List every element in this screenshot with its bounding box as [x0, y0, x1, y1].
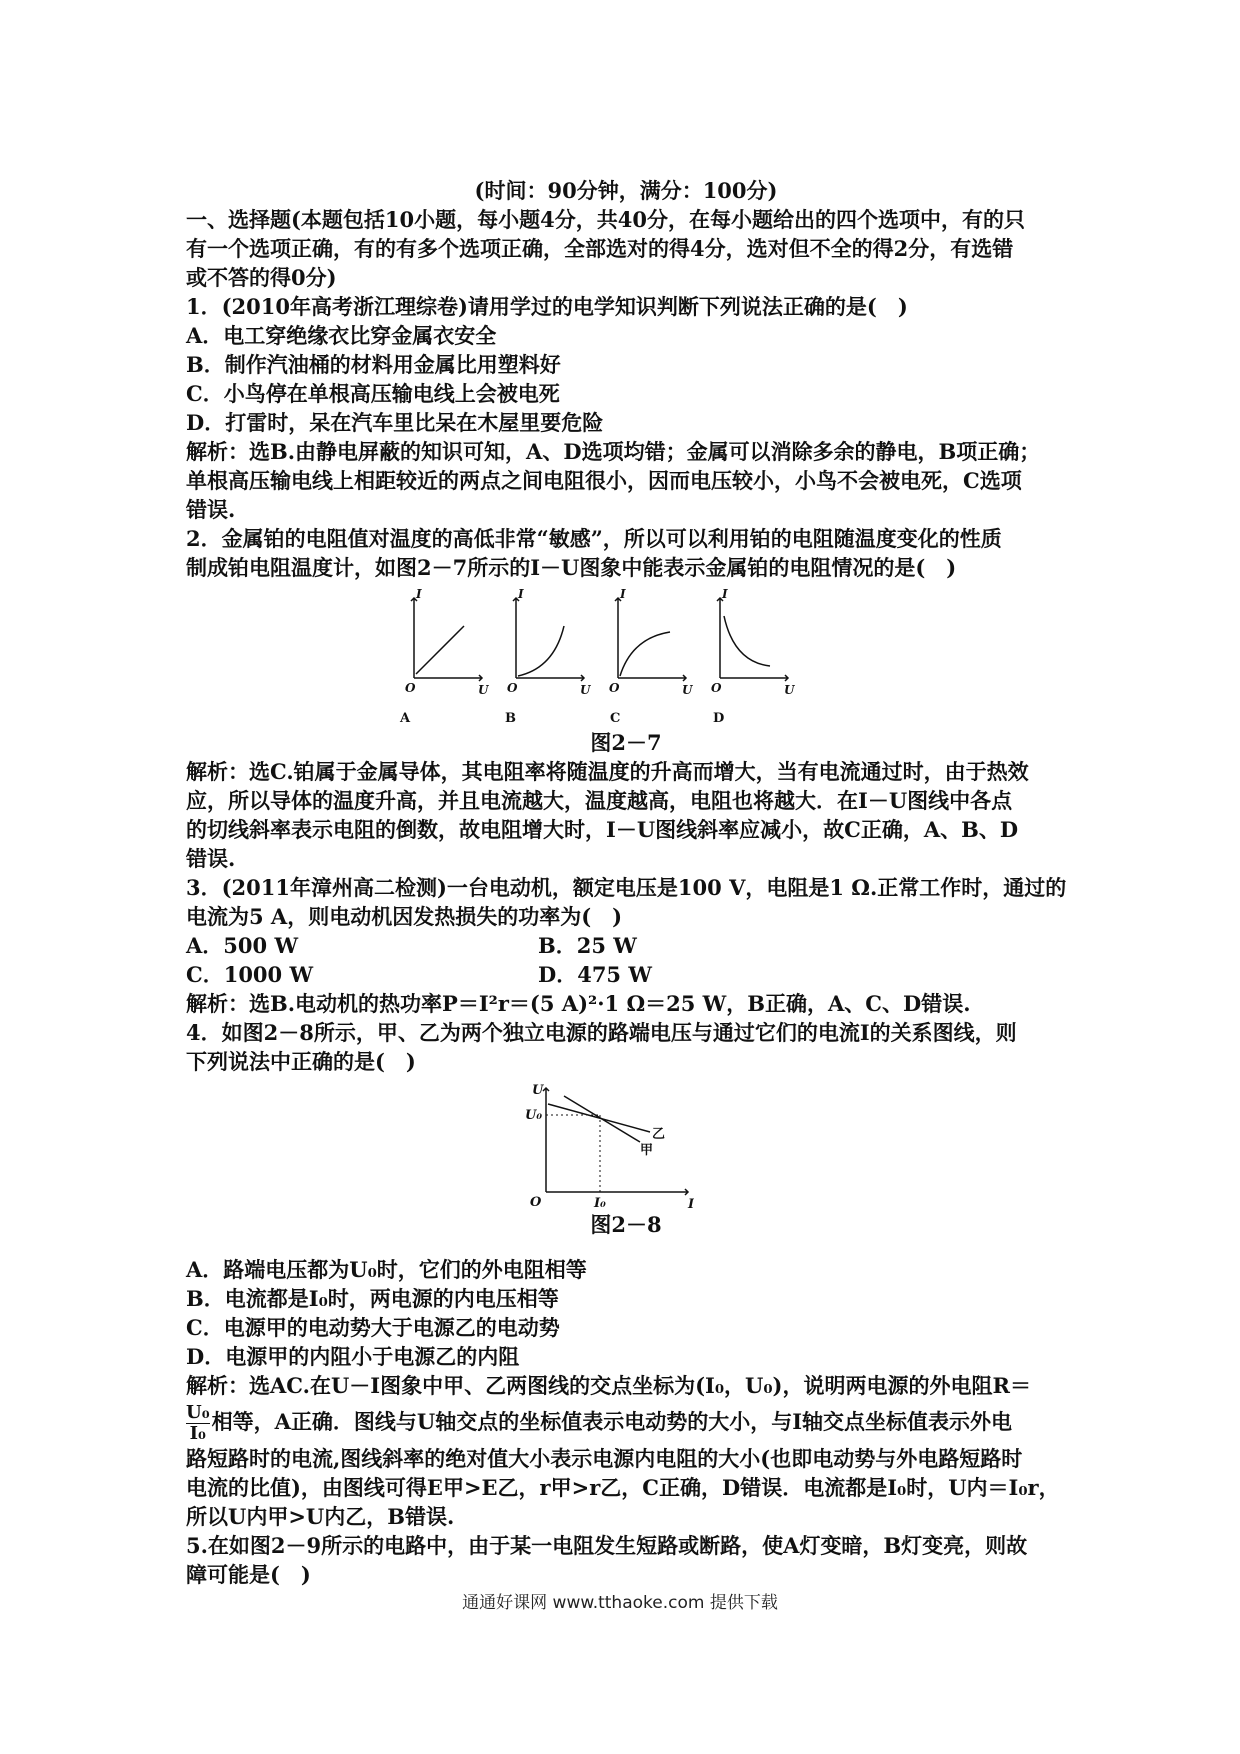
graph-c	[615, 598, 686, 681]
exam-page	[186, 176, 1066, 1589]
origin-label: O	[711, 681, 722, 695]
option-row	[186, 960, 1066, 989]
curve-b-concave-up	[518, 626, 564, 676]
question-stem: 电流为5 A，则电动机因发热损失的功率为( )	[186, 904, 623, 929]
analysis-line: 错误.	[186, 846, 236, 871]
question-4	[186, 1018, 1066, 1531]
axis-label-u: U	[478, 683, 489, 697]
analysis-line: 解析：选B.电动机的热功率P＝I²r＝(5 A)²·1 Ω＝25 W，B正确，A、C、D错误.	[186, 991, 971, 1016]
option-d: D．打雷时，呆在汽车里比呆在木屋里要危险	[186, 410, 604, 435]
analysis-line: 的切线斜率表示电阻的倒数，故电阻增大时，I－U图线斜率应减小，故C正确，A、B、D	[186, 817, 1019, 842]
axis-label-u: U	[532, 1083, 544, 1098]
option-b: B．电流都是I₀时，两电源的内电压相等	[186, 1286, 559, 1311]
option-a: A．500 W	[186, 933, 299, 958]
option-a: A．电工穿绝缘衣比穿金属衣安全	[186, 323, 497, 348]
page-footer: 通通好课网 www.tthaoke.com 提供下载	[462, 1593, 778, 1613]
analysis-line: 解析：选B.由静电屏蔽的知识可知，A、D选项均错；金属可以消除多余的静电，B项正确；	[186, 439, 1041, 464]
u0-label: U₀	[525, 1108, 543, 1123]
exam-header: (时间：90分钟，满分：100分)	[474, 178, 778, 203]
figure-caption: 图2－7	[590, 730, 662, 755]
axis-label-u: U	[784, 683, 795, 697]
question-stem: 1．(2010年高考浙江理综卷)请用学过的电学知识判断下列说法正确的是( )	[186, 294, 908, 319]
option-a: A．路端电压都为U₀时，它们的外电阻相等	[186, 1257, 587, 1282]
axis-label-i: I	[620, 587, 626, 601]
question-stem: 4．如图2－8所示，甲、乙为两个独立电源的路端电压与通过它们的电流I的关系图线，则	[186, 1020, 1017, 1045]
axis-label-u: U	[580, 683, 591, 697]
line-jia	[564, 1096, 640, 1142]
analysis-line: 电流的比值)，由图线可得E甲>E乙，r甲>r乙，C正确，D错误．电流都是I₀时，U内＝I₀r，	[186, 1475, 1060, 1500]
option-b: B．25 W	[538, 933, 637, 958]
analysis-line: 所以U内甲>U内乙，B错误.	[186, 1504, 455, 1529]
option-d: D．电源甲的内阻小于电源乙的内阻	[186, 1344, 520, 1369]
option-d: D．475 W	[538, 962, 652, 987]
intro-line: 或不答的得0分)	[186, 265, 337, 290]
origin-label: O	[609, 681, 620, 695]
option-c: C．电源甲的电动势大于电源乙的电动势	[186, 1315, 560, 1340]
analysis-text: 相等，A正确．图线与U轴交点的坐标值表示电动势的大小，与I轴交点坐标值表示外电	[211, 1409, 1013, 1434]
option-c: C．1000 W	[186, 962, 314, 987]
origin-label: O	[405, 681, 416, 695]
spacer	[186, 1239, 1066, 1255]
question-1	[186, 292, 1066, 524]
option-c: C．小鸟停在单根高压输电线上会被电死	[186, 381, 560, 406]
origin-label: O	[530, 1195, 542, 1210]
figure-2-7-graphs	[404, 586, 804, 706]
analysis-line: 路短路时的电流,图线斜率的绝对值大小表示电源内电阻的大小(也即电动势与外电路短路时	[186, 1446, 1023, 1471]
analysis-line: 解析：选AC.在U－I图象中甲、乙两图线的交点坐标为(I₀，U₀)，说明两电源的外电阻R＝	[186, 1373, 1031, 1398]
curve-d-decreasing	[724, 616, 770, 666]
i0-label: I₀	[594, 1196, 606, 1210]
question-5	[186, 1531, 1066, 1589]
analysis-line: 错误.	[186, 497, 236, 522]
option-row	[186, 931, 1066, 960]
graph-b	[513, 598, 584, 681]
axis-label-i: I	[722, 587, 728, 601]
panel-label-d: D	[713, 711, 725, 726]
question-stem: 下列说法中正确的是( )	[186, 1049, 416, 1074]
label-jia: 甲	[640, 1143, 654, 1158]
question-stem: 制成铂电阻温度计，如图2－7所示的I－U图象中能表示金属铂的电阻情况的是( )	[186, 555, 957, 580]
option-b: B．制作汽油桶的材料用金属比用塑料好	[186, 352, 561, 377]
panel-label-c: C	[610, 711, 621, 726]
fraction-denominator: I₀	[189, 1423, 206, 1444]
figure-caption: 图2－8	[590, 1212, 662, 1237]
graph-a	[411, 598, 482, 681]
axis-label-u: U	[682, 683, 693, 697]
panel-label-a: A	[400, 711, 411, 726]
analysis-line: 应，所以导体的温度升高，并且电流越大，温度越高，电阻也将越大．在I－U图线中各点	[186, 788, 1013, 813]
question-stem: 3．(2011年漳州高二检测)一台电动机，额定电压是100 V，电阻是1 Ω.正常工作时，通过的	[186, 875, 1067, 900]
axis-label-i: I	[416, 587, 422, 601]
section-intro	[186, 205, 1066, 292]
curve-c-concave-down	[620, 632, 670, 676]
curve-a-straight-line	[416, 626, 464, 674]
panel-label-b: B	[505, 711, 516, 726]
question-2	[186, 524, 1066, 873]
analysis-line: 解析：选C.铂属于金属导体，其电阻率将随温度的升高而增大，当有电流通过时，由于热效	[186, 759, 1029, 784]
analysis-line: 单根高压输电线上相距较近的两点之间电阻很小，因而电压较小，小鸟不会被电死，C选项	[186, 468, 1022, 493]
question-3	[186, 873, 1066, 1018]
graph-d	[717, 598, 788, 681]
origin-label: O	[507, 681, 518, 695]
fraction-u0-over-i0	[186, 1403, 210, 1444]
label-yi: 乙	[652, 1127, 666, 1142]
axis-label-i: I	[518, 587, 524, 601]
question-stem: 5.在如图2－9所示的电路中，由于某一电阻发生短路或断路，使A灯变暗，B灯变亮，则故	[186, 1533, 1028, 1558]
question-stem: 2．金属铂的电阻值对温度的高低非常“敏感”，所以可以利用铂的电阻随温度变化的性质	[186, 526, 1002, 551]
analysis-line-with-fraction	[186, 1400, 1066, 1444]
figure-2-7-panel-labels	[186, 706, 1066, 728]
figure-2-8-graph	[524, 1082, 694, 1210]
intro-line: 一、选择题(本题包括10小题，每小题4分，共40分，在每小题给出的四个选项中，有的只	[186, 207, 1025, 232]
question-stem: 障可能是( )	[186, 1562, 311, 1587]
axis-label-i: I	[688, 1197, 694, 1210]
fraction-numerator: U₀	[186, 1402, 210, 1423]
intro-line: 有一个选项正确，有的有多个选项正确，全部选对的得4分，选对但不全的得2分，有选错	[186, 236, 1014, 261]
